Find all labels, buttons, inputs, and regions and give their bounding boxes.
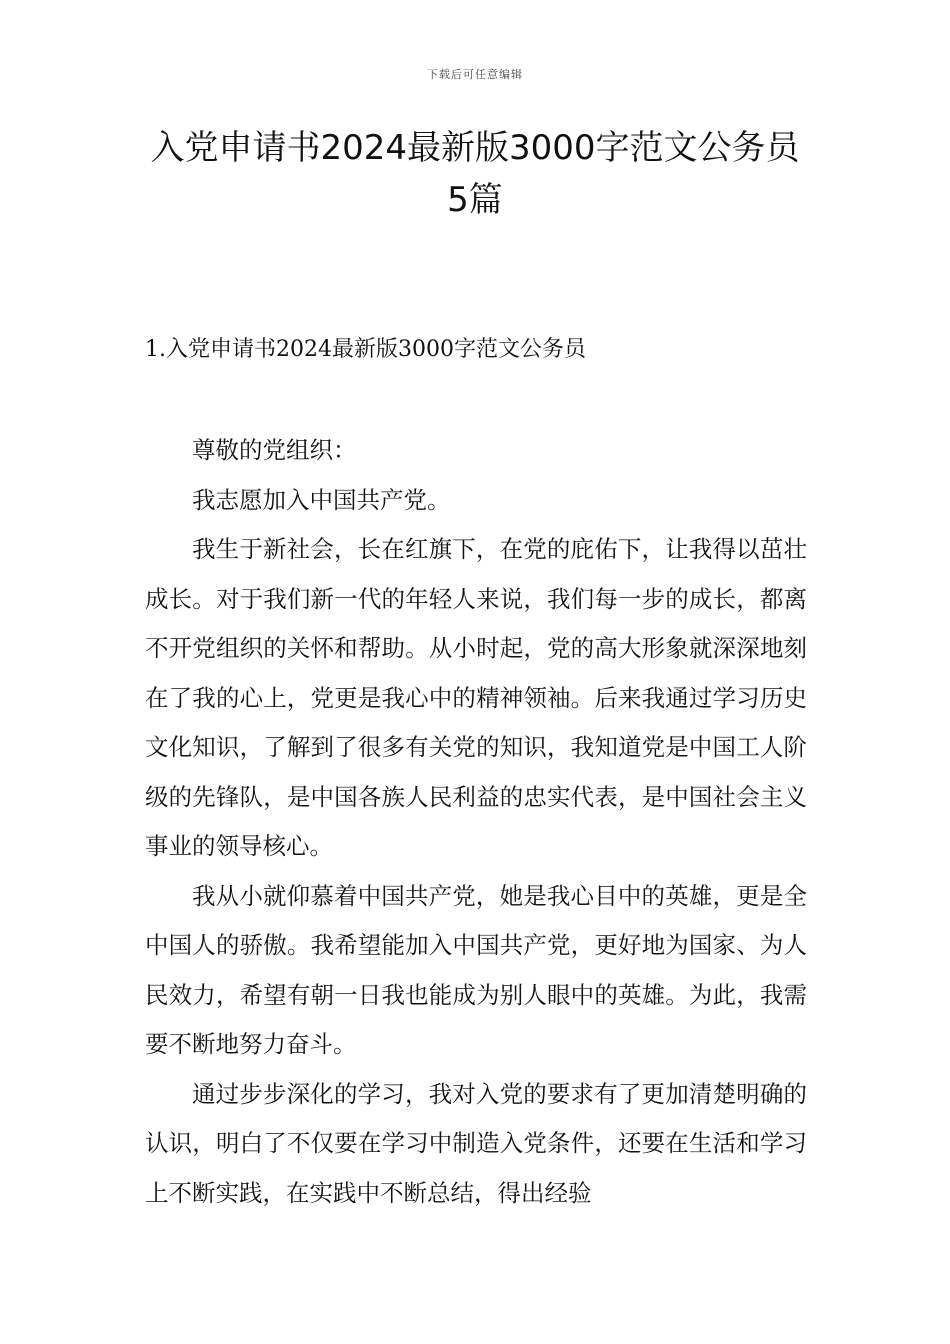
paragraph: 我生于新社会，长在红旗下，在党的庇佑下，让我得以茁壮成长。对于我们新一代的年轻人来说，我们每一步的成长，都离不开党组织的关怀和帮助。从小时起，党的高大形象就深深地刻在了我的心上，党更是我心中的精神领袖。后来我通过学习历史文化知识，了解到了很多有关党的知识，我知道党是中国工人阶级的先锋队，是中国各族人民利益的忠实代表，是中国社会主义事业的领导核心。 (145, 535, 807, 860)
document-body (145, 426, 807, 1218)
header-note: 下载后可任意编辑 (427, 68, 523, 81)
paragraph: 通过步步深化的学习，我对入党的要求有了更加清楚明确的认识，明白了不仅要在学习中制造入党条件，还要在生活和学习上不断实践，在实践中不断总结，得出经验 (145, 1079, 807, 1207)
paragraph-salutation: 尊敬的党组织： (192, 436, 357, 464)
section-heading: 1.入党申请书2024最新版3000字范文公务员 (145, 337, 586, 362)
document-title: 入党申请书2024最新版3000字范文公务员5篇 (150, 128, 800, 220)
paragraph: 我从小就仰慕着中国共产党，她是我心目中的英雄，更是全中国人的骄傲。我希望能加入中国共产党，更好地为国家、为人民效力，希望有朝一日我也能成为别人眼中的英雄。为此，我需要不断地努力奋斗。 (145, 881, 807, 1058)
paragraph: 我志愿加入中国共产党。 (192, 485, 451, 514)
